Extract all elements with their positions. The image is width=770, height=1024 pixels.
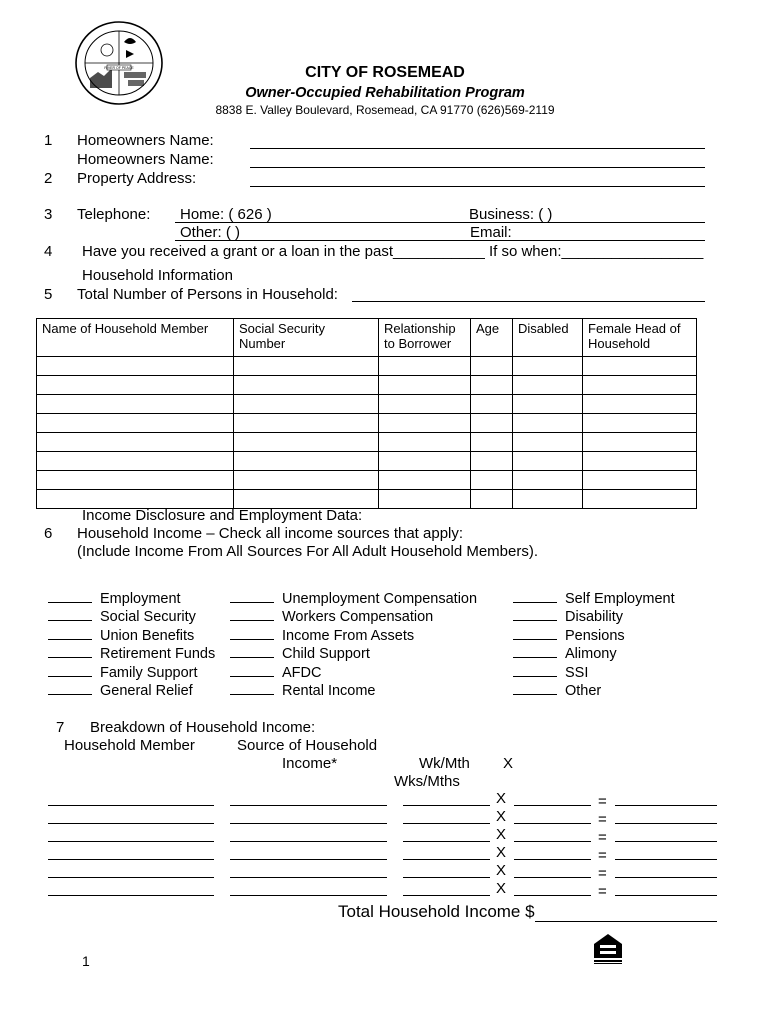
income-option-disability[interactable]: Disability [513, 609, 623, 625]
telephone-label: Telephone: [77, 206, 151, 223]
total-household-income-label: Total Household Income $ [338, 902, 535, 921]
wk-mth-field[interactable] [403, 877, 490, 878]
homeowner-name-field-2[interactable] [250, 167, 705, 168]
source-field[interactable] [230, 841, 387, 842]
wk-mth-col-label: Wk/Mth [419, 755, 470, 772]
col-name-header: Name of Household Member [37, 319, 234, 357]
income-option-afdc[interactable]: AFDC [230, 665, 321, 681]
equals-symbol: = [598, 811, 607, 828]
checkbox-line[interactable] [513, 676, 557, 677]
wks-mths-field[interactable] [514, 859, 591, 860]
wk-mth-field[interactable] [403, 805, 490, 806]
grant-loan-question: Have you received a grant or a loan in the past___________ If so when:_________________ [82, 243, 704, 260]
income-option-unemployment[interactable]: Unemployment Compensation [230, 591, 477, 607]
income-option-income-from-assets[interactable]: Income From Assets [230, 628, 414, 644]
wks-mths-field[interactable] [514, 877, 591, 878]
city-title: CITY OF ROSEMEAD [305, 64, 465, 81]
equals-symbol: = [598, 883, 607, 900]
income-option-rental-income[interactable]: Rental Income [230, 683, 376, 699]
member-field[interactable] [48, 895, 214, 896]
equals-symbol: = [598, 829, 607, 846]
checkbox-line[interactable] [48, 639, 92, 640]
equals-symbol: = [598, 793, 607, 810]
q6-number: 6 [44, 525, 53, 542]
q3-number: 3 [44, 206, 53, 223]
income-option-union-benefits[interactable]: Union Benefits [48, 628, 194, 644]
income-option-self-employment[interactable]: Self Employment [513, 591, 675, 607]
source-field[interactable] [230, 823, 387, 824]
checkbox-line[interactable] [48, 620, 92, 621]
checkbox-line[interactable] [230, 639, 274, 640]
property-address-label: Property Address: [77, 170, 197, 187]
household-info-heading: Household Information [82, 267, 233, 284]
telephone-field[interactable] [175, 222, 705, 223]
checkbox-line[interactable] [230, 602, 274, 603]
homeowner-name-label-1: Homeowners Name: [77, 132, 214, 149]
checkbox-line[interactable] [513, 602, 557, 603]
income-option-retirement-funds[interactable]: Retirement Funds [48, 646, 215, 662]
business-phone-label: Business: ( ) [469, 206, 553, 223]
source-field[interactable] [230, 805, 387, 806]
times-symbol: X [496, 826, 507, 843]
seal-motto: RIVER OF PEACE [104, 66, 134, 70]
property-address-field[interactable] [250, 186, 705, 187]
email-label: Email: [470, 224, 512, 241]
checkbox-line[interactable] [513, 639, 557, 640]
amount-field[interactable] [615, 895, 717, 896]
income-option-family-support[interactable]: Family Support [48, 665, 198, 681]
equal-housing-icon [591, 932, 625, 966]
col-ssn-header: Social Security Number [234, 319, 379, 357]
income-breakdown-heading: Breakdown of Household Income: [90, 719, 316, 736]
total-household-income-field[interactable] [535, 921, 717, 922]
table-row [37, 376, 697, 395]
checkbox-line[interactable] [513, 694, 557, 695]
table-row [37, 452, 697, 471]
q5-number: 5 [44, 286, 53, 303]
source-field[interactable] [230, 877, 387, 878]
member-field[interactable] [48, 805, 214, 806]
table-row [37, 414, 697, 433]
col-female-head-header: Female Head of Household [583, 319, 697, 357]
checkbox-line[interactable] [513, 620, 557, 621]
income-option-alimony[interactable]: Alimony [513, 646, 617, 662]
member-field[interactable] [48, 823, 214, 824]
other-phone-label: Other: ( ) [180, 224, 241, 241]
multiply-col-label: X [503, 755, 514, 772]
page-number: 1 [82, 953, 90, 969]
wks-mths-col-label: Wks/Mths [394, 773, 460, 790]
income-source-col-label: Source of Household [237, 737, 378, 754]
wks-mths-field[interactable] [514, 895, 591, 896]
homeowner-name-field-1[interactable] [250, 148, 705, 149]
wk-mth-field[interactable] [403, 823, 490, 824]
amount-field[interactable] [615, 841, 717, 842]
times-symbol: X [496, 880, 507, 897]
persons-in-household-label: Total Number of Persons in Household: [77, 286, 338, 303]
income-source-col-label-2: Income* [282, 755, 338, 772]
q1-number: 1 [44, 132, 53, 149]
wks-mths-field[interactable] [514, 823, 591, 824]
table-row [37, 357, 697, 376]
times-symbol: X [496, 808, 507, 825]
household-members-table [36, 318, 697, 509]
amount-field[interactable] [615, 805, 717, 806]
equals-symbol: = [598, 847, 607, 864]
checkbox-line[interactable] [230, 694, 274, 695]
member-field[interactable] [48, 877, 214, 878]
income-option-child-support[interactable]: Child Support [230, 646, 370, 662]
q7-number: 7 [56, 719, 65, 736]
times-symbol: X [496, 790, 507, 807]
city-address: 8838 E. Valley Boulevard, Rosemead, CA 91770 (626)569-2119 [215, 103, 555, 117]
col-relationship-header: Relationship to Borrower [379, 319, 471, 357]
checkbox-line[interactable] [230, 620, 274, 621]
source-field[interactable] [230, 859, 387, 860]
income-option-employment[interactable]: Employment [48, 591, 181, 607]
checkbox-line[interactable] [230, 676, 274, 677]
table-row [37, 471, 697, 490]
equals-symbol: = [598, 865, 607, 882]
income-option-ssi[interactable]: SSI [513, 665, 588, 681]
amount-field[interactable] [615, 877, 717, 878]
homeowner-name-label-2: Homeowners Name: [77, 151, 214, 168]
checkbox-line[interactable] [48, 694, 92, 695]
income-disclosure-heading: Income Disclosure and Employment Data: [82, 507, 363, 524]
q4-number: 4 [44, 243, 53, 260]
table-row [37, 433, 697, 452]
checkbox-line[interactable] [513, 657, 557, 658]
checkbox-line[interactable] [48, 602, 92, 603]
wks-mths-field[interactable] [514, 805, 591, 806]
table-header-row [37, 319, 697, 357]
table-row [37, 490, 697, 509]
col-age-header: Age [471, 319, 513, 357]
income-option-workers-comp[interactable]: Workers Compensation [230, 609, 433, 625]
household-income-note: (Include Income From All Sources For All Adult Household Members). [77, 543, 539, 560]
table-row [37, 395, 697, 414]
amount-field[interactable] [615, 859, 717, 860]
checkbox-line[interactable] [48, 676, 92, 677]
other-email-field[interactable] [175, 240, 705, 241]
checkbox-line[interactable] [230, 657, 274, 658]
household-member-col-label: Household Member [64, 737, 195, 754]
times-symbol: X [496, 862, 507, 879]
income-option-social-security[interactable]: Social Security [48, 609, 196, 625]
income-option-other[interactable]: Other [513, 683, 601, 699]
income-option-general-relief[interactable]: General Relief [48, 683, 193, 699]
amount-field[interactable] [615, 823, 717, 824]
wk-mth-field[interactable] [403, 859, 490, 860]
source-field[interactable] [230, 895, 387, 896]
home-phone-label: Home: ( 626 ) [180, 206, 272, 223]
checkbox-line[interactable] [48, 657, 92, 658]
persons-in-household-field[interactable] [352, 301, 705, 302]
wk-mth-field[interactable] [403, 895, 490, 896]
member-field[interactable] [48, 859, 214, 860]
wks-mths-field[interactable] [514, 841, 591, 842]
household-income-instruction: Household Income – Check all income sources that apply: [77, 525, 464, 542]
col-disabled-header: Disabled [513, 319, 583, 357]
wk-mth-field[interactable] [403, 841, 490, 842]
q2-number: 2 [44, 170, 53, 187]
times-symbol: X [496, 844, 507, 861]
income-option-pensions[interactable]: Pensions [513, 628, 625, 644]
program-title: Owner-Occupied Rehabilitation Program [245, 85, 525, 101]
member-field[interactable] [48, 841, 214, 842]
